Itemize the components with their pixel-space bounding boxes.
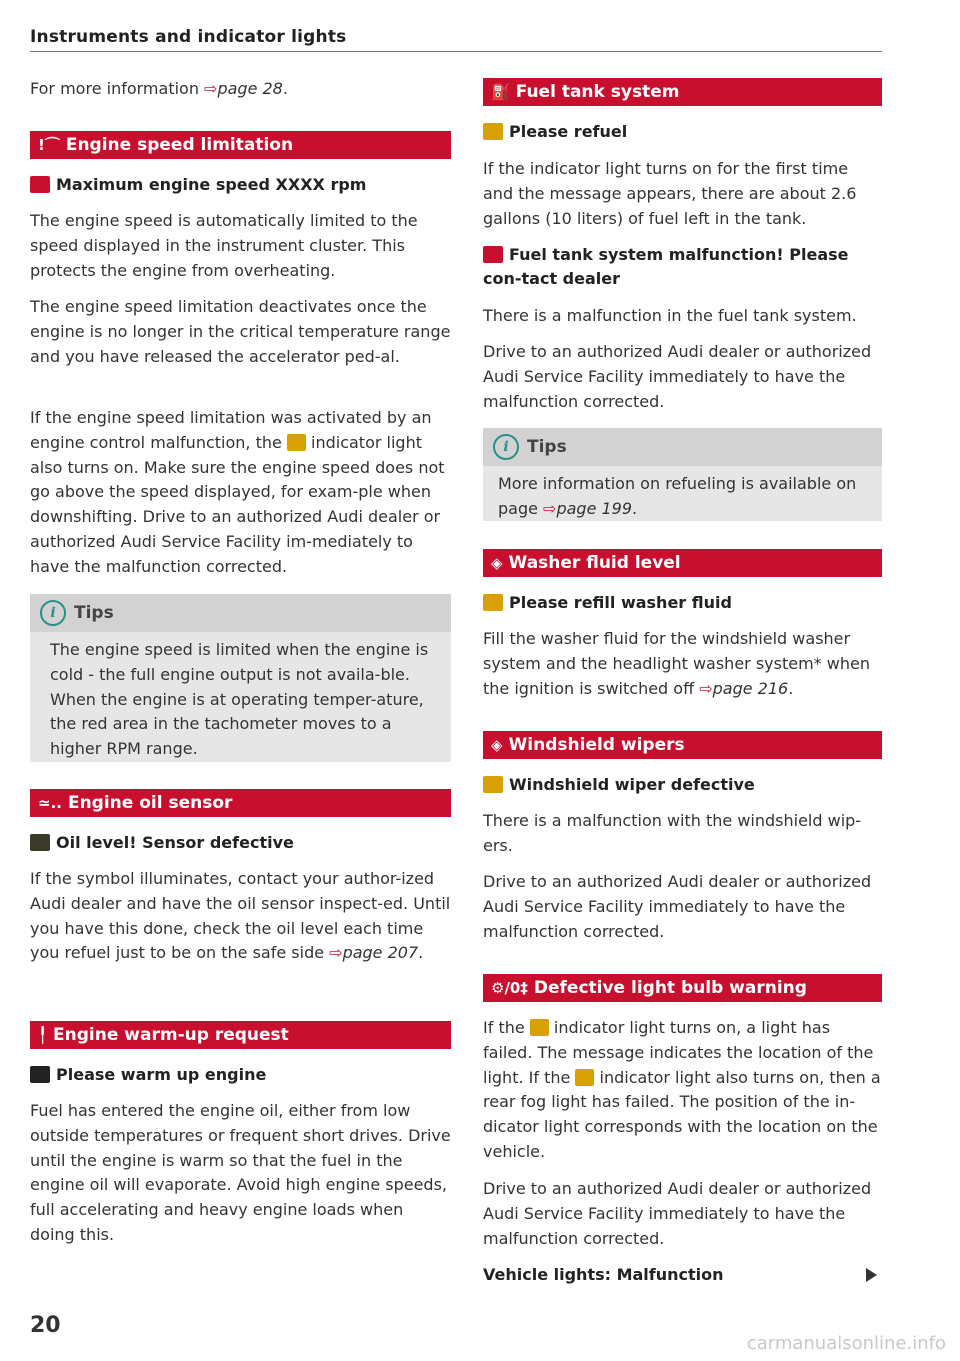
bulb-warning-icon: ⚙/0‡ <box>491 979 528 997</box>
arrow-right-icon: ⇨ <box>699 678 713 698</box>
message-heading: Please refuel <box>483 120 882 144</box>
paragraph: The engine speed limitation deactivates once the engine is no longer in the critical temperature range and you have released the accelerator ped-al. <box>30 297 451 366</box>
intro-paragraph: For more information ⇨page 28. <box>30 79 288 98</box>
tips-box <box>30 594 451 762</box>
section-windshield-wipers: ◈ Windshield wipers <box>483 731 882 759</box>
fuel-pump-icon: ⛽ <box>491 83 510 101</box>
tips-box <box>483 428 882 521</box>
rear-fog-indicator-icon <box>575 1069 594 1086</box>
warm-up-icon: ╿ <box>38 1026 48 1044</box>
tips-heading: i Tips <box>30 594 451 632</box>
paragraph: Fill the washer fluid for the windshield washer system and the headlight washer system* when the ignition is switched off ⇨page 216. <box>483 629 870 698</box>
bulb-indicator-icon <box>530 1019 549 1036</box>
section-engine-warm-up-request: ╿ Engine warm-up request <box>30 1021 451 1049</box>
paragraph: If the indicator light turns on, a light has failed. The message indicates the location of the light. If the indicator light also turns on, then a rear fog light has failed. The position of the in-dicator light corresponds with the location on the vehicle. <box>483 1018 881 1161</box>
message-heading: Please warm up engine <box>30 1063 451 1087</box>
epc-indicator-icon <box>287 434 306 451</box>
fuel-malfunction-indicator-icon <box>483 246 503 263</box>
message-heading: Oil level! Sensor defective <box>30 831 451 855</box>
arrow-right-icon: ⇨ <box>204 79 218 98</box>
section-engine-speed-limitation: !⌒ Engine speed limitation <box>30 131 451 159</box>
info-icon: i <box>493 434 519 460</box>
arrow-right-icon: ⇨ <box>329 943 343 963</box>
paragraph: Drive to an authorized Audi dealer or authorized Audi Service Facility immediately to have the malfunction corrected. <box>483 342 872 411</box>
paragraph: There is a malfunction with the windshield wip-ers. <box>483 811 862 855</box>
paragraph: Drive to an authorized Audi dealer or authorized Audi Service Facility immediately to have the malfunction corrected. <box>483 872 872 941</box>
info-icon: i <box>40 600 66 626</box>
watermark: carmanualsonline.info <box>746 1333 946 1354</box>
message-heading: Please refill washer fluid <box>483 591 882 615</box>
paragraph: If the indicator light turns on for the first time and the message appears, there are about 2.6 gallons (10 liters) of fuel left in the tank. <box>483 159 857 228</box>
paragraph: If the engine speed limitation was activated by an engine control malfunction, the indicator light also turns on. Make sure the engine speed does not go above the speed displayed, for exam-ple when downshifting. Drive to an authorized Audi dealer or authorized Audi Service Facility im-mediately to have the malfunction corrected. <box>30 408 445 576</box>
oil-sensor-indicator-icon <box>30 834 50 851</box>
tips-heading: i Tips <box>483 428 882 466</box>
tips-text: More information on refueling is available on page ⇨page 199. <box>498 474 857 518</box>
page-number: 20 <box>30 1313 61 1338</box>
message-heading: Windshield wiper defective <box>483 773 882 797</box>
washer-fluid-icon: ◈ <box>491 554 503 572</box>
page-title: Instruments and indicator lights <box>30 27 347 47</box>
wiper-indicator-icon <box>483 776 503 793</box>
tips-text: The engine speed is limited when the engine is cold - the full engine output is not availa-ble. When the engine is at operating temper-ature, the red area in the tachometer moves to a higher RPM range. <box>50 640 429 759</box>
engine-speed-indicator-icon <box>30 176 50 193</box>
fuel-indicator-icon <box>483 123 503 140</box>
page-reference-link[interactable]: ⇨page 207 <box>329 943 419 963</box>
paragraph: Drive to an authorized Audi dealer or authorized Audi Service Facility immediately to have the malfunction corrected. <box>483 1179 872 1248</box>
section-engine-oil-sensor: ≃.. Engine oil sensor <box>30 789 451 817</box>
engine-speed-icon: !⌒ <box>38 136 60 154</box>
warm-up-indicator-icon <box>30 1066 50 1083</box>
oil-sensor-icon: ≃.. <box>38 794 62 812</box>
arrow-right-icon: ⇨ <box>543 498 557 518</box>
paragraph: Fuel has entered the engine oil, either from low outside temperatures or frequent short drives. Drive until the engine is warm so that the fuel in the engine oil will evaporate. Avoid high engine speeds, full accelerating and heavy engine loads when doing this. <box>30 1101 451 1244</box>
section-fuel-tank-system: ⛽ Fuel tank system <box>483 78 882 106</box>
paragraph: If the symbol illuminates, contact your author-ized Audi dealer and have the oil sensor inspect-ed. Until you have this done, check the oil level each time you refuel just to be on the safe side ⇨page 207. <box>30 869 451 963</box>
page-reference-link[interactable]: ⇨page 199 <box>543 498 633 518</box>
message-heading: Vehicle lights: Malfunction <box>483 1265 724 1284</box>
message-heading: Fuel tank system malfunction! Please con-tact dealer <box>483 245 849 288</box>
continue-arrow-icon <box>866 1268 877 1282</box>
wiper-icon: ◈ <box>491 736 503 754</box>
washer-indicator-icon <box>483 594 503 611</box>
section-washer-fluid-level: ◈ Washer fluid level <box>483 549 882 577</box>
page-reference-link[interactable]: ⇨page 28 <box>204 79 283 98</box>
paragraph: The engine speed is automatically limited to the speed displayed in the instrument cluster. This protects the engine from overheating. <box>30 211 418 280</box>
header-divider <box>30 51 882 52</box>
paragraph: There is a malfunction in the fuel tank system. <box>483 306 857 325</box>
section-defective-light-bulb-warning: ⚙/0‡ Defective light bulb warning <box>483 974 882 1002</box>
message-heading: Maximum engine speed XXXX rpm <box>30 173 451 197</box>
page-reference-link[interactable]: ⇨page 216 <box>699 678 789 698</box>
